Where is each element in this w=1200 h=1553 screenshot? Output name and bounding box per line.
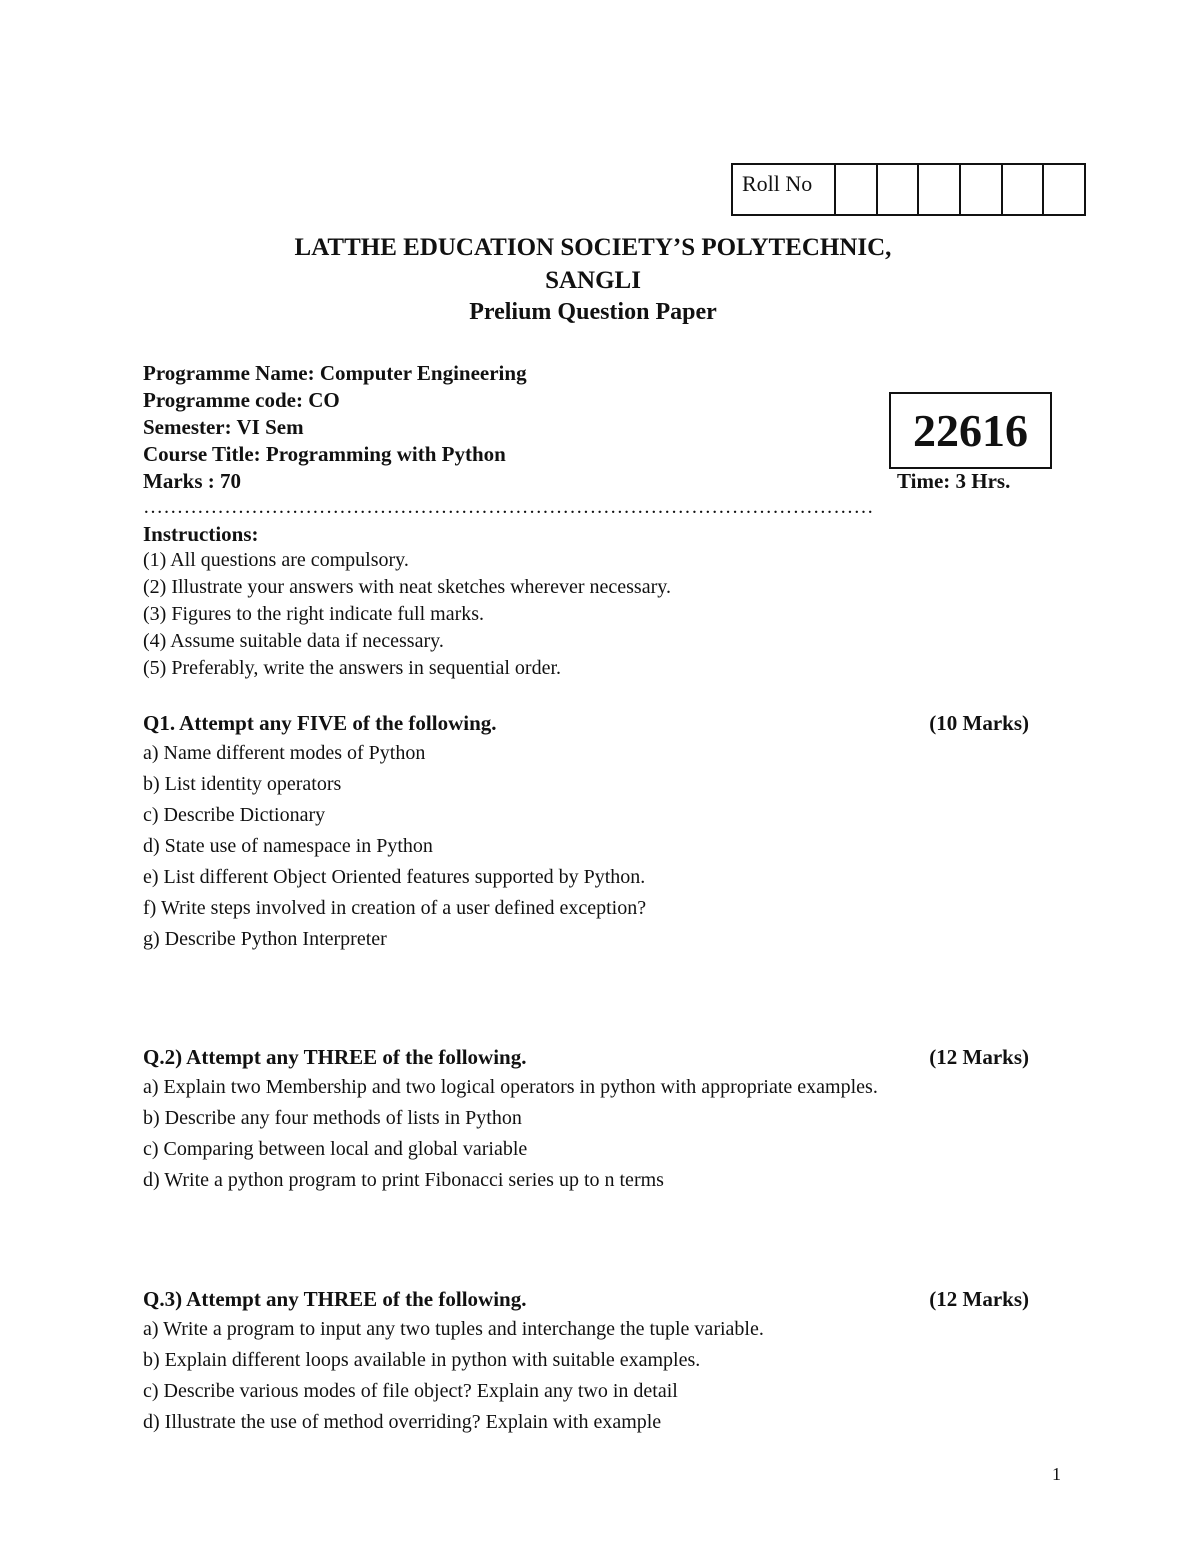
instruction-item: (3) Figures to the right indicate full marks. [143, 603, 485, 625]
semester: Semester: VI Sem [143, 415, 304, 439]
question-item: c) Describe various modes of file object? Explain any two in detail [143, 1380, 678, 1402]
roll-number-cell [878, 165, 920, 214]
question-title: Q.2) Attempt any THREE of the following. [143, 1045, 527, 1069]
roll-number-box [731, 163, 1086, 216]
question-item: a) Explain two Membership and two logical operators in python with appropriate examples. [143, 1076, 878, 1098]
question-item: c) Comparing between local and global variable [143, 1138, 528, 1160]
exam-duration: Time: 3 Hrs. [897, 469, 1011, 493]
roll-number-label: Roll No [733, 165, 836, 214]
question-item: a) Write a program to input any two tuples and interchange the tuple variable. [143, 1318, 764, 1340]
instruction-item: (1) All questions are compulsory. [143, 549, 409, 571]
institution-city: SANGLI [545, 267, 641, 294]
question-item: f) Write steps involved in creation of a user defined exception? [143, 897, 647, 919]
roll-number-cell [919, 165, 961, 214]
question-title: Q.3) Attempt any THREE of the following. [143, 1287, 527, 1311]
programme-code: Programme code: CO [143, 388, 340, 412]
question-2-heading [143, 1045, 1029, 1070]
course-title: Course Title: Programming with Python [143, 442, 506, 466]
question-item: c) Describe Dictionary [143, 804, 326, 826]
institution-name: LATTHE EDUCATION SOCIETY’S POLYTECHNIC, [294, 234, 892, 261]
roll-number-cell [1003, 165, 1045, 214]
roll-number-cell [961, 165, 1003, 214]
page-number: 1 [1052, 1464, 1061, 1484]
question-item: b) List identity operators [143, 773, 342, 795]
question-item: d) Illustrate the use of method overriding? Explain with example [143, 1411, 662, 1433]
roll-number-cell [1044, 165, 1084, 214]
question-item: d) State use of namespace in Python [143, 835, 433, 857]
question-item: a) Name different modes of Python [143, 742, 426, 764]
question-item: b) Explain different loops available in python with suitable examples. [143, 1349, 701, 1371]
question-item: e) List different Object Oriented features supported by Python. [143, 866, 646, 888]
question-marks: (12 Marks) [929, 1045, 1029, 1069]
subject-code-box: 22616 [889, 392, 1052, 469]
question-item: d) Write a python program to print Fibonacci series up to n terms [143, 1169, 664, 1191]
question-1-heading [143, 711, 1029, 736]
instruction-item: (2) Illustrate your answers with neat sketches wherever necessary. [143, 576, 671, 598]
roll-number-cell [836, 165, 878, 214]
question-item: b) Describe any four methods of lists in Python [143, 1107, 522, 1129]
total-marks: Marks : 70 [143, 469, 241, 493]
question-title: Q1. Attempt any FIVE of the following. [143, 711, 497, 735]
instructions-title: Instructions: [143, 522, 259, 546]
question-marks: (12 Marks) [929, 1287, 1029, 1311]
question-3-heading [143, 1287, 1029, 1312]
paper-title: Prelium Question Paper [469, 299, 717, 325]
instruction-item: (5) Preferably, write the answers in sequential order. [143, 657, 561, 679]
separator-line: ……………………………………………………………………………………………… [143, 496, 874, 518]
question-marks: (10 Marks) [929, 711, 1029, 735]
question-item: g) Describe Python Interpreter [143, 928, 387, 950]
instruction-item: (4) Assume suitable data if necessary. [143, 630, 444, 652]
programme-name: Programme Name: Computer Engineering [143, 361, 527, 385]
